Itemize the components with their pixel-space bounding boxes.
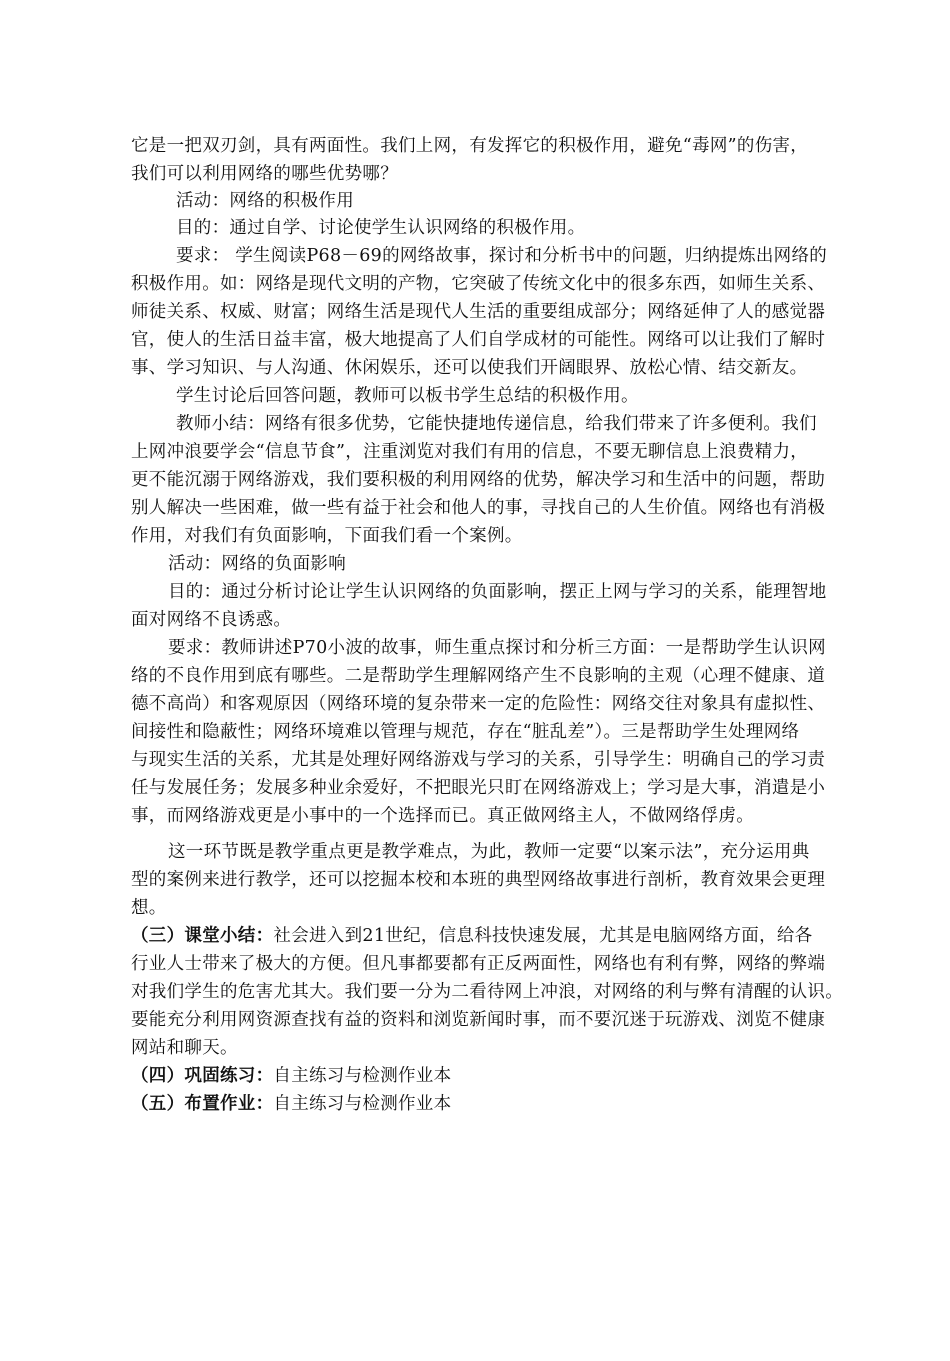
paragraph-line: 更不能沉溺于网络游戏，我们要积极的利用网络的优势，解决学习和生活中的问题，帮助 — [131, 470, 826, 490]
homework-heading: （五）布置作业： — [131, 1094, 274, 1114]
activity-title-negative: 活动：网络的负面影响 — [168, 554, 346, 574]
paragraph-line: 要能充分利用网资源查找有益的资料和浏览新闻时事，而不要沉迷于玩游戏、浏览不健康 — [131, 1010, 826, 1030]
paragraph-line: 网站和聊天。 — [131, 1038, 238, 1058]
activity-requirement: 要求：教师讲述P70小波的故事，师生重点探讨和分析三方面：一是帮助学生认识网 — [168, 638, 826, 658]
paragraph-line: 它是一把双刃剑，具有两面性。我们上网，有发挥它的积极作用，避免“毒网”的伤害， — [131, 136, 809, 156]
activity-purpose: 目的：通过自学、讨论使学生认识网络的积极作用。 — [176, 218, 586, 238]
paragraph-line: 德不高尚）和客观原因（网络环境的复杂带来一定的危险性：网络交往对象具有虚拟性、 — [131, 694, 826, 714]
paragraph-line: 型的案例来进行教学，还可以挖掘本校和本班的典型网络故事进行剖析，教育效果会更理 — [131, 870, 826, 890]
activity-title-positive: 活动：网络的积极作用 — [176, 191, 354, 211]
summary-section — [131, 924, 812, 948]
teacher-summary: 教师小结：网络有很多优势，它能快捷地传递信息，给我们带来了许多便利。我们 — [176, 414, 817, 434]
paragraph-line: 事、学习知识、与人沟通、休闲娱乐，还可以使我们开阔眼界、放松心情、结交新友。 — [131, 358, 808, 378]
paragraph-line: 间接性和隐蔽性；网络环境难以管理与规范，存在“脏乱差”）。三是帮助学生处理网络 — [131, 722, 800, 742]
paragraph-line: 师徒关系、权威、财富；网络生活是现代人生活的重要组成部分；网络延伸了人的感觉器 — [131, 302, 826, 322]
homework-text: 自主练习与检测作业本 — [273, 1094, 452, 1114]
paragraph-line: 对我们学生的危害尤其大。我们要一分为二看待网上冲浪，对网络的利与弊有清醒的认识。 — [131, 982, 843, 1002]
paragraph-line: 我们可以利用网络的哪些优势哪？ — [131, 164, 398, 184]
paragraph-line: 别人解决一些困难，做一些有益于社会和他人的事，寻找自己的人生价值。网络也有消极 — [131, 498, 826, 518]
paragraph-line: 与现实生活的关系，尤其是处理好网络游戏与学习的关系，引导学生：明确自己的学习责 — [131, 750, 826, 770]
summary-heading: （三）课堂小结： — [131, 926, 274, 946]
practice-heading: （四）巩固练习： — [131, 1066, 274, 1086]
paragraph-line: 事，而网络游戏更是小事中的一个选择而已。真正做网络主人，不做网络俘虏。 — [131, 806, 754, 826]
paragraph-line: 作用，对我们有负面影响，下面我们看一个案例。 — [131, 526, 523, 546]
paragraph-line: 络的不良作用到底有哪些。二是帮助学生理解网络产生不良影响的主观（心理不健康、道 — [131, 666, 826, 686]
activity-purpose: 目的：通过分析讨论让学生认识网络的负面影响，摆正上网与学习的关系，能理智地 — [168, 582, 827, 602]
practice-section — [131, 1064, 451, 1088]
paragraph-line: 行业人士带来了极大的方便。但凡事都要都有正反两面性，网络也有利有弊，网络的弊端 — [131, 954, 826, 974]
paragraph-line: 上网冲浪要学会“信息节食”，注重浏览对我们有用的信息，不要无聊信息上浪费精力， — [131, 442, 809, 462]
paragraph-line: 任与发展任务；发展多种业余爱好，不把眼光只盯在网络游戏上；学习是大事，消遣是小 — [131, 778, 826, 798]
paragraph-line: 官，使人的生活日益丰富，极大地提高了人们自学成材的可能性。网络可以让我们了解时 — [131, 330, 826, 350]
summary-text: 社会进入到21世纪，信息科技快速发展，尤其是电脑网络方面，给各 — [273, 926, 813, 946]
paragraph-line: 面对网络不良诱惑。 — [131, 610, 292, 630]
paragraph-line: 积极作用。如：网络是现代文明的产物，它突破了传统文化中的很多东西，如师生关系、 — [131, 274, 826, 294]
practice-text: 自主练习与检测作业本 — [273, 1066, 452, 1086]
homework-section — [131, 1092, 451, 1116]
activity-requirement: 要求： 学生阅读P68－69的网络故事，探讨和分析书中的问题，归纳提炼出网络的 — [176, 246, 828, 266]
paragraph-line: 学生讨论后回答问题，教师可以板书学生总结的积极作用。 — [176, 386, 639, 406]
paragraph-line: 这一环节既是教学重点更是教学难点，为此，教师一定要“以案示法”，充分运用典 — [168, 842, 810, 862]
paragraph-line: 想。 — [131, 898, 167, 918]
